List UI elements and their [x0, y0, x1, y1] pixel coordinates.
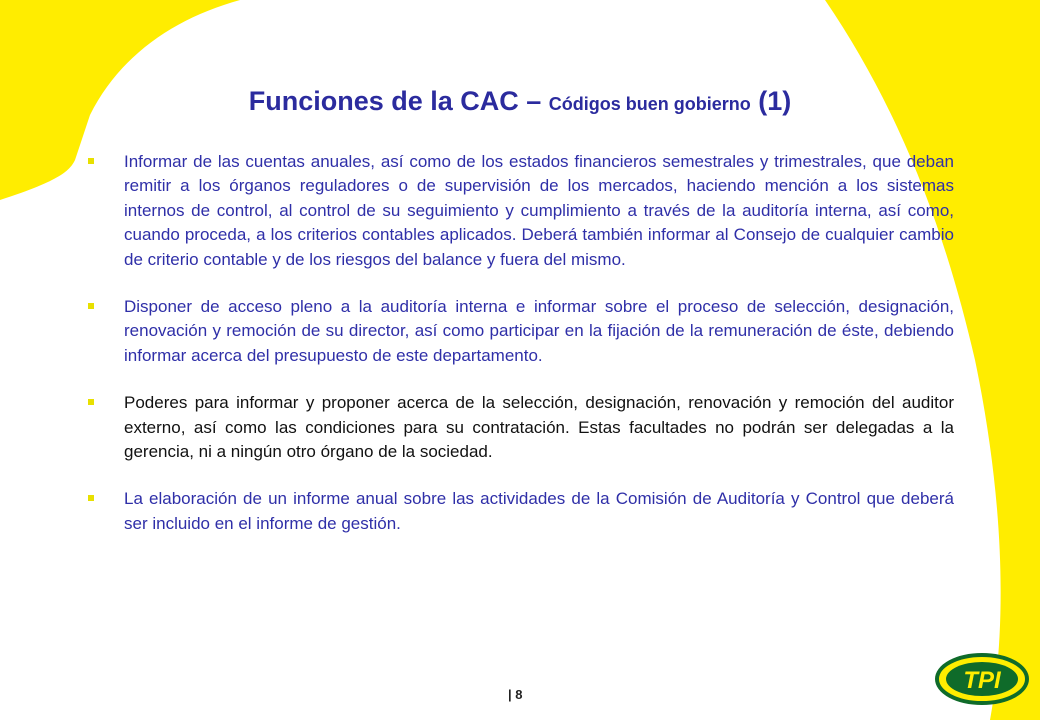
- bullet-square-icon: [88, 303, 94, 309]
- bullet-item-1: [88, 150, 954, 272]
- bullet-item-4: [88, 487, 954, 536]
- bullet-item-2: [88, 295, 954, 368]
- slide-title: [0, 86, 1040, 117]
- bullet-item-3: [88, 391, 954, 464]
- bullet-text: Informar de las cuentas anuales, así como de los estados financieros semestrales y trimestrales, que deban remitir a los órganos reguladores o de supervisión de los mercados, haciendo mención a los sistemas internos de control, al control de su seguimiento y cumplimiento a través de la auditoría interna, así como, cuando proceda, a los criterios contables aplicados. Deberá también informar al Consejo de cualquier cambio de criterio contable y de los riesgos del balance y fuera del mismo.: [124, 152, 954, 269]
- bullet-text: Disponer de acceso pleno a la auditoría interna e informar sobre el proceso de selección, designación, renovación y remoción de su director, así como participar en la fijación de la remuneración de éste, debiendo informar acerca del presupuesto de este departamento.: [124, 297, 954, 365]
- logo-text: TPI: [963, 667, 1001, 694]
- bullet-square-icon: [88, 399, 94, 405]
- tpi-logo: [937, 655, 1027, 703]
- bullet-square-icon: [88, 158, 94, 164]
- bullet-square-icon: [88, 495, 94, 501]
- bullet-text: La elaboración de un informe anual sobre las actividades de la Comisión de Auditoría y Control que deberá ser incluido en el informe de gestión.: [124, 489, 954, 533]
- page-number: | 8: [508, 687, 523, 702]
- bullet-text: Poderes para informar y proponer acerca de la selección, designación, renovación y remoción del auditor externo, así como las condiciones para su contratación. Estas facultades no podrán ser delegadas a la gerencia, ni a ningún otro órgano de la sociedad.: [124, 393, 954, 462]
- title-number: (1): [750, 86, 792, 116]
- title-subtitle: Códigos buen gobierno: [548, 94, 751, 114]
- title-main: Funciones de la CAC –: [248, 86, 549, 116]
- bullet-list: [88, 150, 954, 559]
